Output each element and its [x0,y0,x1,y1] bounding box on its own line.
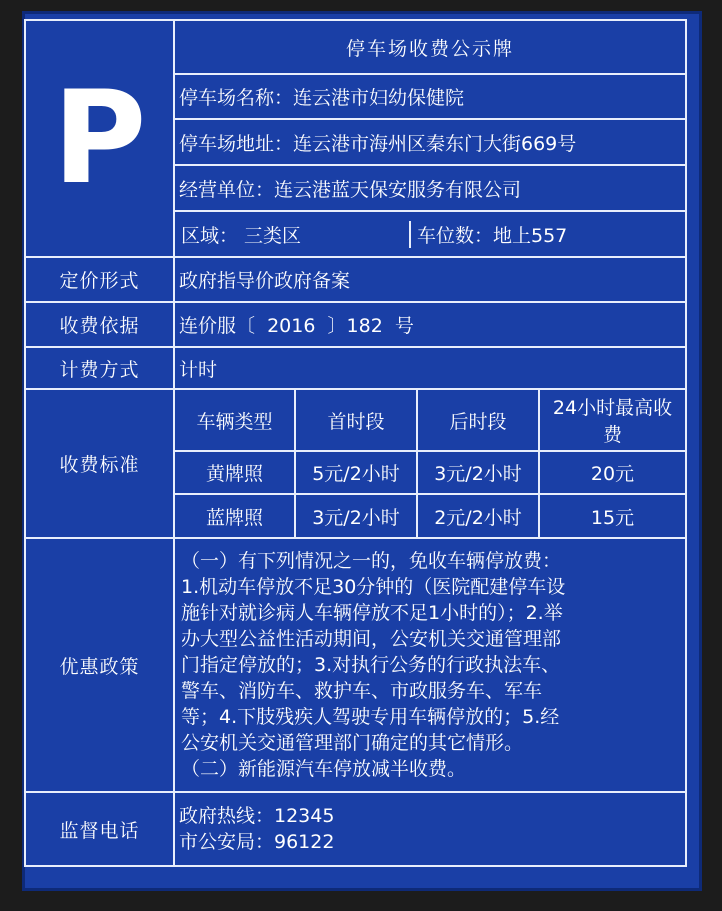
zone-spaces-row [174,211,686,257]
pricing-form-value: 政府指导价政府备案 [174,257,686,302]
fee-cell: 黄牌照 [175,451,295,494]
supervision-phones [174,792,686,866]
policy-line: 施针对就诊病人车辆停放不足1小时的）；2.举 [181,602,563,624]
fee-cell: 5元/2小时 [295,451,417,494]
pricing-form-label: 定价形式 [25,257,174,302]
lot-address: 停车场地址：连云港市海州区秦东门大街669号 [174,119,686,165]
discount-policy-text [174,538,686,792]
fee-standard-cell [174,389,686,538]
fee-header: 首时段 [295,390,417,451]
fee-row-yellow [175,451,685,494]
fee-cell: 3元/2小时 [417,451,539,494]
parking-p-icon: P [52,63,147,213]
operator: 经营单位：连云港蓝天保安服务有限公司 [174,165,686,211]
fee-row-blue [175,494,685,537]
fee-header: 车辆类型 [175,390,295,451]
supervision-phone-label: 监督电话 [25,792,174,866]
sign-title: 停车场收费公示牌 [174,20,686,74]
fee-cell: 3元/2小时 [295,494,417,537]
parking-spaces: 车位数：地上557 [417,224,568,247]
fee-cell: 2元/2小时 [417,494,539,537]
fee-header: 24小时最高收费 [539,390,685,451]
fee-cell: 15元 [590,506,635,529]
billing-method-value: 计时 [174,347,686,389]
parking-logo [25,20,174,257]
policy-line: 办大型公益性活动期间，公安机关交通管理部 [181,628,562,650]
fee-basis-value: 连价服〔 2016 〕182 号 [174,302,686,347]
policy-line: 公安机关交通管理部门确定的其它情形。 [181,732,524,754]
fee-cell: 20元 [539,451,685,494]
police-bureau-phone: 市公安局：96122 [179,831,335,853]
lot-name: 停车场名称：连云港市妇幼保健院 [174,74,686,119]
policy-line: 警车、消防车、救护车、市政服务车、军车 [181,680,543,702]
policy-line: （二）新能源汽车停放减半收费。 [181,758,467,780]
discount-policy-label: 优惠政策 [25,538,174,792]
fee-basis-label: 收费依据 [25,302,174,347]
zone: 区域： 三类区 [175,221,411,248]
fee-header: 后时段 [417,390,539,451]
fee-standard-label: 收费标准 [25,389,174,538]
policy-line: （一）有下列情况之一的，免收车辆停放费： [181,550,562,572]
policy-line: 1.机动车停放不足30分钟的（医院配建停车设 [181,576,566,598]
fee-table [175,390,685,537]
fee-cell: 蓝牌照 [175,494,295,537]
billing-method-label: 计费方式 [25,347,174,389]
policy-line: 门指定停放的；3.对执行公务的行政执法车、 [181,654,561,676]
gov-hotline: 政府热线：12345 [179,805,335,827]
policy-line: 等；4.下肢残疾人驾驶专用车辆停放的；5.经 [181,706,560,728]
sign-table [24,19,687,867]
